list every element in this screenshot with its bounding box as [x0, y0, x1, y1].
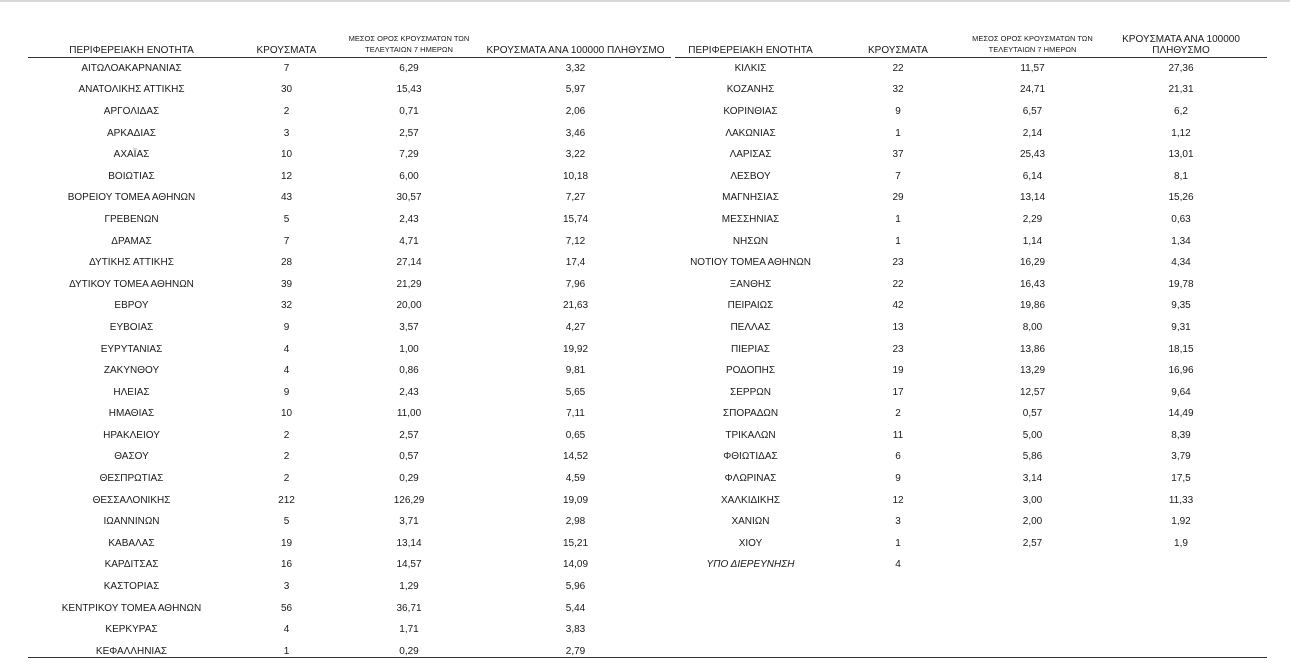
cell-cases: 7 [895, 170, 901, 182]
cell-cases: 4 [895, 559, 901, 571]
cell-avg-7-days: 3,71 [399, 516, 419, 528]
table-row [675, 382, 1267, 404]
header-region: ΠΕΡΙΦΕΡΕΙΑΚΗ ΕΝΟΤΗΤΑ [675, 28, 826, 58]
header-cases: ΚΡΟΥΣΜΑΤΑ [235, 28, 338, 58]
cell-region: ΕΥΡΥΤΑΝΙΑΣ [100, 343, 163, 355]
table-row [675, 555, 1267, 577]
cell-per-100k: 6,2 [1174, 105, 1188, 117]
cell-region: ΝΗΣΩΝ [732, 235, 769, 247]
cell-cases: 23 [892, 343, 904, 355]
top-divider [0, 0, 1290, 2]
cell-per-100k: 1,12 [1171, 127, 1191, 139]
cell-avg-7-days: 11,00 [396, 408, 422, 420]
cell-cases: 2 [283, 473, 290, 485]
table-row [675, 123, 1267, 145]
cell-region: ΘΕΣΣΑΛΟΝΙΚΗΣ [92, 494, 171, 506]
table-row [675, 404, 1267, 426]
cell-per-100k: 7,12 [565, 235, 586, 247]
cell-per-100k: 21,31 [1168, 84, 1194, 96]
cell-region: ΑΧΑΪΑΣ [113, 149, 150, 161]
cell-region: ΧΑΛΚΙΔΙΚΗΣ [721, 494, 780, 506]
cell-avg-7-days: 2,43 [399, 213, 419, 225]
header-avg-line2: ΤΕΛΕΥΤΑΙΩΝ 7 ΗΜΕΡΩΝ [988, 45, 1077, 54]
cell-region: ΠΙΕΡΙΑΣ [731, 343, 770, 355]
cell-per-100k: 0,63 [1171, 213, 1191, 225]
cell-cases: 9 [283, 321, 290, 333]
cell-region: ΡΟΔΟΠΗΣ [725, 365, 776, 377]
cell-cases: 42 [892, 300, 904, 312]
table-row [28, 274, 671, 296]
cell-avg-7-days: 13,14 [1019, 192, 1046, 204]
cell-region: ΣΠΟΡΑΔΩΝ [722, 408, 779, 420]
table-row [28, 555, 671, 577]
cell-cases: 1 [895, 213, 901, 225]
cell-region: ΘΕΣΠΡΩΤΙΑΣ [99, 473, 164, 485]
cell-region: ΘΑΣΟΥ [114, 451, 149, 463]
cell-avg-7-days: 1,29 [399, 581, 419, 593]
table-row [675, 274, 1267, 296]
table-row [28, 101, 671, 123]
cell-region: ΖΑΚΥΝΘΟΥ [103, 365, 160, 377]
cell-cases: 16 [280, 559, 293, 571]
cell-per-100k: 19,09 [562, 494, 589, 506]
cell-region: ΚΑΒΑΛΑΣ [108, 537, 155, 549]
cell-region: ΙΩΑΝΝΙΝΩΝ [103, 516, 160, 528]
cell-per-100k: 13,01 [1168, 149, 1194, 161]
cell-cases: 7 [283, 235, 290, 247]
cell-avg-7-days: 3,14 [1022, 473, 1043, 485]
cell-per-100k: 9,35 [1171, 300, 1191, 312]
header-avg-7-days [970, 28, 1095, 58]
cell-cases: 22 [892, 62, 904, 74]
cell-per-100k: 2,79 [565, 645, 586, 657]
cell-cases: 10 [280, 408, 293, 420]
table-row [28, 576, 671, 598]
table-row [28, 80, 671, 102]
cell-per-100k: 11,33 [1168, 494, 1194, 506]
cell-cases: 212 [278, 494, 295, 506]
cell-avg-7-days: 25,43 [1019, 149, 1046, 161]
cell-avg-7-days: 1,71 [399, 624, 419, 636]
cell-cases: 11 [892, 429, 904, 441]
cell-avg-7-days [970, 555, 1095, 577]
table-row [28, 166, 671, 188]
cell-cases: 2 [283, 105, 290, 117]
cell-per-100k: 8,1 [1174, 170, 1188, 182]
cell-avg-7-days: 12,57 [1019, 386, 1046, 398]
table-row [28, 339, 671, 361]
cell-per-100k: 8,39 [1171, 429, 1191, 441]
cell-avg-7-days: 1,14 [1022, 235, 1043, 247]
table-row [28, 468, 671, 490]
cell-avg-7-days: 6,29 [399, 62, 419, 74]
cell-per-100k: 15,74 [562, 213, 589, 225]
cell-region: ΚΟΖΑΝΗΣ [726, 84, 775, 96]
cell-region: ΜΕΣΣΗΝΙΑΣ [721, 213, 780, 225]
cell-cases: 12 [892, 494, 904, 506]
cell-region: ΑΝΑΤΟΛΙΚΗΣ ΑΤΤΙΚΗΣ [78, 84, 185, 96]
table-row [28, 296, 671, 318]
cell-per-100k: 15,26 [1168, 192, 1194, 204]
cell-avg-7-days: 21,29 [396, 278, 422, 290]
header-region: ΠΕΡΙΦΕΡΕΙΑΚΗ ΕΝΟΤΗΤΑ [28, 28, 235, 58]
bottom-divider [28, 657, 1267, 658]
cell-region: ΥΠΟ ΔΙΕΡΕΥΝΗΣΗ [706, 559, 795, 571]
table-row [675, 360, 1267, 382]
cell-cases: 19 [280, 537, 293, 549]
cell-avg-7-days: 16,29 [1019, 257, 1046, 269]
cell-region: ΗΜΑΘΙΑΣ [108, 408, 155, 420]
cell-avg-7-days: 0,57 [399, 451, 419, 463]
cell-per-100k: 3,83 [565, 624, 586, 636]
cell-avg-7-days: 2,14 [1022, 127, 1043, 139]
cell-cases: 4 [283, 343, 290, 355]
header-row [675, 28, 1267, 58]
cell-avg-7-days: 16,43 [1019, 278, 1046, 290]
cell-cases: 32 [280, 300, 293, 312]
table-row [675, 296, 1267, 318]
table-row [675, 188, 1267, 210]
cell-region: ΓΡΕΒΕΝΩΝ [104, 213, 159, 225]
table-row [675, 511, 1267, 533]
table-row [675, 252, 1267, 274]
header-avg-line2: ΤΕΛΕΥΤΑΙΩΝ 7 ΗΜΕΡΩΝ [365, 45, 453, 54]
cell-cases: 13 [892, 321, 904, 333]
table-row [675, 101, 1267, 123]
header-cases: ΚΡΟΥΣΜΑΤΑ [826, 28, 970, 58]
table-row [28, 533, 671, 555]
cell-avg-7-days: 15,43 [396, 84, 422, 96]
cell-avg-7-days: 2,29 [1022, 213, 1043, 225]
cell-cases: 7 [283, 62, 290, 74]
cell-cases: 3 [283, 581, 290, 593]
cell-avg-7-days: 7,29 [399, 149, 419, 161]
table-row [28, 490, 671, 512]
cell-avg-7-days: 126,29 [393, 494, 425, 506]
cell-region: ΚΑΣΤΟΡΙΑΣ [103, 581, 160, 593]
cell-per-100k: 1,34 [1171, 235, 1191, 247]
cell-cases: 10 [280, 149, 293, 161]
header-avg-line1: ΜΕΣΟΣ ΟΡΟΣ ΚΡΟΥΣΜΑΤΩΝ ΤΩΝ [348, 34, 470, 43]
cell-cases: 9 [895, 473, 901, 485]
cell-per-100k: 17,4 [565, 257, 586, 269]
header-row [28, 28, 671, 58]
cell-region: ΚΕΡΚΥΡΑΣ [105, 624, 158, 636]
table-row [675, 339, 1267, 361]
table-row [28, 144, 671, 166]
cell-avg-7-days: 1,00 [399, 343, 419, 355]
cell-avg-7-days: 6,00 [399, 170, 419, 182]
cell-cases: 43 [280, 192, 293, 204]
table-row [28, 619, 671, 641]
cell-region: ΕΒΡΟΥ [114, 300, 149, 312]
cell-per-100k: 5,97 [565, 84, 586, 96]
cell-region: ΚΕΦΑΛΛΗΝΙΑΣ [95, 645, 168, 657]
cell-avg-7-days: 2,57 [1022, 537, 1043, 549]
cell-per-100k: 3,46 [565, 127, 586, 139]
cell-per-100k: 21,63 [562, 300, 589, 312]
cell-per-100k: 5,44 [565, 602, 586, 614]
cell-per-100k: 17,5 [1171, 473, 1191, 485]
cell-cases: 2 [283, 429, 290, 441]
header-per-100k: ΚΡΟΥΣΜΑΤΑ ΑΝΑ 100000 ΠΛΗΘΥΣΜΟ [480, 28, 671, 58]
cell-cases: 3 [895, 516, 901, 528]
cell-region: ΦΘΙΩΤΙΔΑΣ [723, 451, 778, 463]
cell-cases: 9 [283, 386, 290, 398]
table-row [675, 490, 1267, 512]
cell-avg-7-days: 2,57 [399, 429, 419, 441]
cell-per-100k: 2,06 [565, 105, 586, 117]
cell-per-100k: 15,21 [562, 537, 589, 549]
cell-per-100k: 1,92 [1171, 516, 1191, 528]
cell-avg-7-days: 0,86 [399, 365, 419, 377]
cell-avg-7-days: 5,86 [1022, 451, 1043, 463]
cell-avg-7-days: 6,14 [1022, 170, 1043, 182]
cell-cases: 22 [892, 278, 904, 290]
cell-avg-7-days: 13,86 [1019, 343, 1046, 355]
cell-region: ΠΕΛΛΑΣ [730, 321, 771, 333]
cell-per-100k: 14,09 [562, 559, 589, 571]
cell-per-100k: 3,79 [1171, 451, 1191, 463]
cell-region: ΛΑΡΙΣΑΣ [729, 149, 772, 161]
cell-region: ΒΟΙΩΤΙΑΣ [108, 170, 155, 182]
cell-per-100k: 9,31 [1171, 321, 1191, 333]
cell-region: ΚΕΝΤΡΙΚΟΥ ΤΟΜΕΑ ΑΘΗΝΩΝ [61, 602, 202, 614]
cell-cases: 17 [892, 386, 904, 398]
cell-region: ΛΕΣΒΟΥ [730, 170, 771, 182]
table-row [675, 144, 1267, 166]
cell-region: ΚΟΡΙΝΘΙΑΣ [723, 105, 778, 117]
cell-region: ΤΡΙΚΑΛΩΝ [725, 429, 776, 441]
cell-region: ΗΡΑΚΛΕΙΟΥ [103, 429, 160, 441]
cell-region: ΝΟΤΙΟΥ ΤΟΜΕΑ ΑΘΗΝΩΝ [690, 257, 811, 269]
cell-avg-7-days: 19,86 [1019, 300, 1046, 312]
cell-cases: 4 [283, 365, 290, 377]
table-row [675, 209, 1267, 231]
table-row [675, 231, 1267, 253]
cell-per-100k: 18,15 [1168, 343, 1194, 355]
table-body-right [675, 58, 1267, 577]
cell-avg-7-days: 0,71 [399, 105, 419, 117]
cell-per-100k: 14,52 [562, 451, 589, 463]
cell-region: ΗΛΕΙΑΣ [113, 386, 150, 398]
cell-cases: 12 [280, 170, 293, 182]
cell-cases: 2 [283, 451, 290, 463]
cell-avg-7-days: 6,57 [1022, 105, 1043, 117]
cell-avg-7-days: 2,57 [399, 127, 419, 139]
cell-per-100k: 10,18 [562, 170, 589, 182]
cell-per-100k: 2,98 [565, 516, 586, 528]
cell-avg-7-days: 36,71 [396, 602, 422, 614]
cell-per-100k: 9,81 [565, 365, 586, 377]
cell-cases: 39 [280, 278, 293, 290]
cell-region: ΒΟΡΕΙΟΥ ΤΟΜΕΑ ΑΘΗΝΩΝ [67, 192, 196, 204]
cell-avg-7-days: 2,00 [1022, 516, 1043, 528]
cell-cases: 5 [283, 516, 290, 528]
cell-avg-7-days: 0,57 [1022, 408, 1043, 420]
table-row [675, 166, 1267, 188]
cell-avg-7-days: 0,29 [399, 645, 419, 657]
cell-region: ΛΑΚΩΝΙΑΣ [725, 127, 776, 139]
cell-region: ΜΑΓΝΗΣΙΑΣ [722, 192, 779, 204]
cell-region: ΚΙΛΚΙΣ [734, 62, 767, 74]
cell-region: ΧΙΟΥ [738, 537, 763, 549]
cell-per-100k: 0,65 [565, 429, 586, 441]
table-row [675, 447, 1267, 469]
cell-per-100k: 27,36 [1168, 62, 1194, 74]
cell-per-100k [1095, 555, 1267, 577]
cell-avg-7-days: 3,57 [399, 321, 419, 333]
cell-cases: 2 [895, 408, 901, 420]
cell-per-100k: 4,27 [565, 321, 586, 333]
cell-cases: 1 [895, 235, 901, 247]
table-row [28, 598, 671, 620]
cell-cases: 3 [283, 127, 290, 139]
cell-per-100k: 16,96 [1168, 365, 1194, 377]
cell-avg-7-days: 0,29 [399, 473, 419, 485]
table-row [675, 468, 1267, 490]
table-row [28, 641, 671, 663]
table-row [28, 231, 671, 253]
cell-avg-7-days: 14,57 [396, 559, 422, 571]
cell-per-100k: 19,78 [1168, 278, 1194, 290]
table-row [675, 425, 1267, 447]
cell-avg-7-days: 11,57 [1020, 62, 1045, 74]
cases-table-right [675, 28, 1267, 576]
cell-region: ΑΡΓΟΛΙΔΑΣ [103, 105, 160, 117]
cell-per-100k: 3,22 [565, 149, 586, 161]
cell-cases: 32 [892, 84, 904, 96]
header-avg-7-days [338, 28, 480, 58]
table-row [675, 80, 1267, 102]
cell-avg-7-days: 24,71 [1019, 84, 1046, 96]
cell-cases: 1 [895, 537, 901, 549]
cell-cases: 29 [892, 192, 904, 204]
cell-cases: 1 [283, 645, 290, 657]
table-row [28, 425, 671, 447]
cell-avg-7-days: 3,00 [1022, 494, 1043, 506]
cell-per-100k: 14,49 [1168, 408, 1194, 420]
table-row [28, 382, 671, 404]
cell-region: ΔΡΑΜΑΣ [111, 235, 152, 247]
table-row [675, 533, 1267, 555]
cell-per-100k: 4,34 [1171, 257, 1191, 269]
cell-per-100k: 1,9 [1174, 537, 1188, 549]
cell-avg-7-days: 27,14 [396, 257, 422, 269]
table-body-left [28, 58, 671, 663]
cell-avg-7-days: 30,57 [396, 192, 422, 204]
cell-per-100k: 5,65 [565, 386, 586, 398]
cell-region: ΔΥΤΙΚΗΣ ΑΤΤΙΚΗΣ [89, 257, 174, 269]
cell-region: ΦΛΩΡΙΝΑΣ [724, 473, 777, 485]
cell-cases: 28 [280, 257, 293, 269]
table-row [675, 58, 1267, 80]
cell-avg-7-days: 13,29 [1019, 365, 1046, 377]
cell-per-100k: 3,32 [565, 62, 586, 74]
cell-cases: 4 [283, 624, 290, 636]
cell-cases: 1 [895, 127, 901, 139]
cell-per-100k: 5,96 [565, 581, 586, 593]
table-row [28, 511, 671, 533]
cell-per-100k: 19,92 [562, 343, 589, 355]
cell-avg-7-days: 4,71 [399, 235, 419, 247]
table-row [675, 317, 1267, 339]
cell-avg-7-days: 2,43 [399, 386, 419, 398]
cell-cases: 56 [280, 602, 293, 614]
cell-avg-7-days: 8,00 [1022, 321, 1043, 333]
cell-cases: 19 [892, 365, 904, 377]
cell-cases: 23 [892, 257, 904, 269]
cell-region: ΧΑΝΙΩΝ [731, 516, 770, 528]
header-per-100k: ΚΡΟΥΣΜΑΤΑ ΑΝΑ 100000 ΠΛΗΘΥΣΜΟ [1095, 28, 1267, 58]
cell-region: ΑΙΤΩΛΟΑΚΑΡΝΑΝΙΑΣ [81, 62, 182, 74]
cases-table-left [28, 28, 671, 663]
cell-region: ΑΡΚΑΔΙΑΣ [107, 127, 156, 139]
cell-cases: 30 [280, 84, 293, 96]
table-row [28, 123, 671, 145]
cell-region: ΕΥΒΟΙΑΣ [109, 321, 154, 333]
cell-avg-7-days: 13,14 [396, 537, 422, 549]
cell-cases: 5 [283, 213, 290, 225]
table-row [28, 252, 671, 274]
cell-region: ΣΕΡΡΩΝ [730, 386, 771, 398]
cell-per-100k: 7,27 [565, 192, 586, 204]
cell-region: ΠΕΙΡΑΙΩΣ [727, 300, 774, 312]
table-row [28, 209, 671, 231]
cell-per-100k: 4,59 [565, 473, 586, 485]
cell-cases: 37 [892, 149, 904, 161]
cell-cases: 6 [895, 451, 901, 463]
header-avg-line1: ΜΕΣΟΣ ΟΡΟΣ ΚΡΟΥΣΜΑΤΩΝ ΤΩΝ [972, 34, 1093, 43]
table-row [28, 317, 671, 339]
cell-avg-7-days: 20,00 [396, 300, 422, 312]
cell-region: ΚΑΡΔΙΤΣΑΣ [104, 559, 159, 571]
table-row [28, 404, 671, 426]
cell-per-100k: 7,11 [566, 408, 585, 420]
cell-per-100k: 7,96 [565, 278, 586, 290]
cell-cases: 9 [895, 105, 901, 117]
cell-region: ΞΑΝΘΗΣ [729, 278, 772, 290]
cell-avg-7-days: 5,00 [1022, 429, 1043, 441]
cell-per-100k: 9,64 [1171, 386, 1191, 398]
table-row [28, 447, 671, 469]
table-row [28, 58, 671, 80]
table-row [28, 360, 671, 382]
cell-region: ΔΥΤΙΚΟΥ ΤΟΜΕΑ ΑΘΗΝΩΝ [69, 278, 194, 290]
table-row [28, 188, 671, 210]
